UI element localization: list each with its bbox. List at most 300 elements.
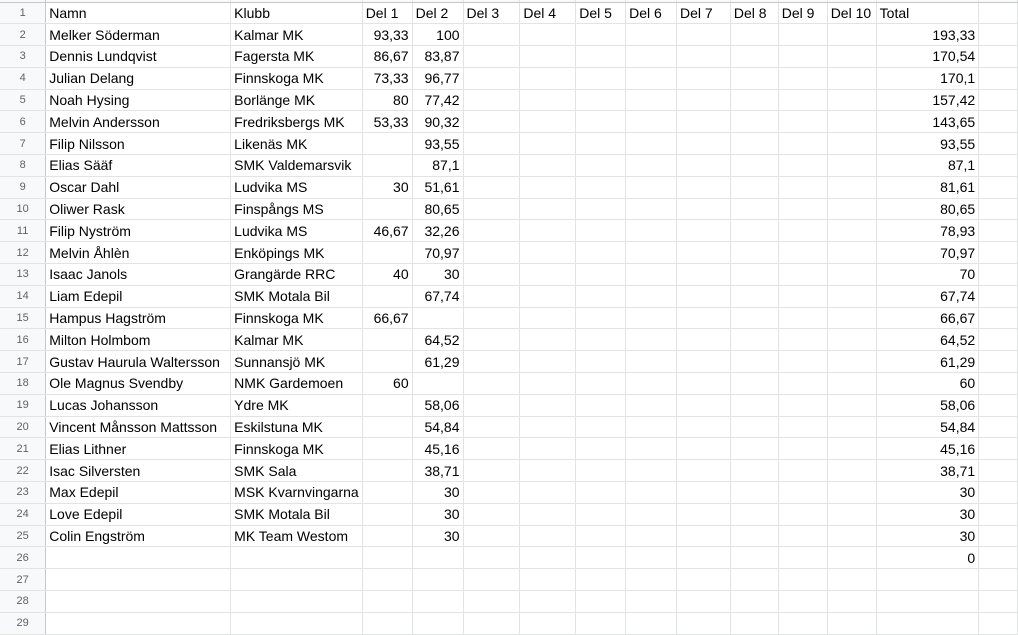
cell[interactable] (626, 67, 677, 89)
cell[interactable] (778, 264, 827, 286)
cell[interactable] (576, 482, 626, 504)
cell[interactable] (463, 264, 520, 286)
cell[interactable]: Ole Magnus Svendby (46, 373, 231, 395)
row-number[interactable]: 3 (0, 46, 46, 68)
cell[interactable]: Liam Edepil (46, 285, 231, 307)
cell[interactable] (520, 503, 576, 525)
cell[interactable] (778, 612, 827, 634)
cell[interactable] (730, 242, 778, 264)
cell[interactable] (412, 307, 463, 329)
cell[interactable] (730, 438, 778, 460)
cell[interactable] (677, 133, 731, 155)
cell[interactable]: 70,97 (412, 242, 463, 264)
cell[interactable]: Dennis Lundqvist (46, 46, 231, 68)
cell[interactable] (520, 111, 576, 133)
cell[interactable] (730, 307, 778, 329)
row-number[interactable]: 17 (0, 351, 46, 373)
cell[interactable] (463, 111, 520, 133)
cell[interactable] (626, 111, 677, 133)
cell[interactable] (677, 373, 731, 395)
cell[interactable] (463, 220, 520, 242)
cell[interactable] (827, 264, 876, 286)
cell[interactable]: Borlänge MK (231, 89, 363, 111)
cell[interactable]: Oscar Dahl (46, 176, 231, 198)
cell[interactable] (576, 591, 626, 613)
cell[interactable]: 170,54 (876, 46, 979, 68)
cell[interactable] (979, 89, 1018, 111)
cell[interactable]: Noah Hysing (46, 89, 231, 111)
cell[interactable] (46, 547, 231, 569)
cell[interactable] (827, 111, 876, 133)
cell[interactable] (520, 133, 576, 155)
cell[interactable] (46, 612, 231, 634)
cell[interactable] (576, 133, 626, 155)
cell[interactable] (730, 460, 778, 482)
cell[interactable]: 64,52 (876, 329, 979, 351)
cell[interactable] (520, 198, 576, 220)
header-cell[interactable]: Del 5 (576, 2, 626, 24)
cell[interactable]: 58,06 (876, 394, 979, 416)
cell[interactable] (362, 503, 412, 525)
cell[interactable] (463, 547, 520, 569)
cell[interactable] (827, 373, 876, 395)
cell[interactable]: 100 (412, 24, 463, 46)
cell[interactable] (626, 89, 677, 111)
cell[interactable]: 93,55 (876, 133, 979, 155)
cell[interactable]: SMK Valdemarsvik (231, 155, 363, 177)
cell[interactable] (778, 329, 827, 351)
cell[interactable] (626, 285, 677, 307)
cell[interactable] (778, 525, 827, 547)
cell[interactable] (520, 373, 576, 395)
header-cell[interactable]: Del 7 (677, 2, 731, 24)
cell[interactable] (677, 503, 731, 525)
cell[interactable] (827, 329, 876, 351)
cell[interactable] (520, 525, 576, 547)
cell[interactable]: 96,77 (412, 67, 463, 89)
cell[interactable] (979, 525, 1018, 547)
row-number[interactable]: 24 (0, 503, 46, 525)
cell[interactable] (827, 503, 876, 525)
row-number[interactable]: 4 (0, 67, 46, 89)
cell[interactable] (520, 155, 576, 177)
cell[interactable] (979, 155, 1018, 177)
cell[interactable] (412, 569, 463, 591)
cell[interactable]: Grangärde RRC (231, 264, 363, 286)
cell[interactable] (412, 591, 463, 613)
cell[interactable] (520, 394, 576, 416)
cell[interactable]: Ydre MK (231, 394, 363, 416)
cell[interactable] (626, 176, 677, 198)
cell[interactable] (730, 198, 778, 220)
cell[interactable] (576, 351, 626, 373)
cell[interactable] (362, 569, 412, 591)
cell[interactable] (778, 351, 827, 373)
header-cell[interactable]: Del 1 (362, 2, 412, 24)
cell[interactable]: 30 (412, 482, 463, 504)
header-cell[interactable]: Del 9 (778, 2, 827, 24)
header-cell[interactable]: Del 2 (412, 2, 463, 24)
cell[interactable] (778, 176, 827, 198)
cell[interactable] (626, 394, 677, 416)
cell[interactable]: Isaac Janols (46, 264, 231, 286)
cell[interactable] (730, 46, 778, 68)
cell[interactable]: 40 (362, 264, 412, 286)
cell[interactable] (362, 329, 412, 351)
cell[interactable] (677, 460, 731, 482)
cell[interactable] (677, 24, 731, 46)
cell[interactable] (576, 460, 626, 482)
row-number[interactable]: 12 (0, 242, 46, 264)
cell[interactable]: Sunnansjö MK (231, 351, 363, 373)
cell[interactable] (362, 133, 412, 155)
cell[interactable] (730, 24, 778, 46)
cell[interactable] (979, 591, 1018, 613)
cell[interactable] (827, 285, 876, 307)
cell[interactable]: Love Edepil (46, 503, 231, 525)
cell[interactable] (463, 24, 520, 46)
cell[interactable] (979, 569, 1018, 591)
cell[interactable] (979, 67, 1018, 89)
cell[interactable] (827, 351, 876, 373)
cell[interactable] (463, 482, 520, 504)
cell[interactable] (778, 460, 827, 482)
cell[interactable] (626, 46, 677, 68)
cell[interactable] (677, 438, 731, 460)
cell[interactable] (626, 503, 677, 525)
cell[interactable] (730, 612, 778, 634)
cell[interactable] (576, 220, 626, 242)
cell[interactable] (778, 416, 827, 438)
cell[interactable] (576, 111, 626, 133)
header-cell[interactable]: Del 4 (520, 2, 576, 24)
cell[interactable] (520, 460, 576, 482)
cell[interactable] (677, 525, 731, 547)
cell[interactable] (979, 307, 1018, 329)
cell[interactable] (876, 612, 979, 634)
cell[interactable] (730, 285, 778, 307)
cell[interactable] (576, 155, 626, 177)
cell[interactable] (626, 482, 677, 504)
cell[interactable] (412, 547, 463, 569)
row-number[interactable]: 6 (0, 111, 46, 133)
cell[interactable] (412, 373, 463, 395)
cell[interactable] (463, 133, 520, 155)
row-number[interactable]: 20 (0, 416, 46, 438)
cell[interactable] (979, 329, 1018, 351)
cell[interactable]: 83,87 (412, 46, 463, 68)
cell[interactable] (677, 155, 731, 177)
cell[interactable] (827, 155, 876, 177)
cell[interactable] (677, 612, 731, 634)
cell[interactable] (520, 416, 576, 438)
cell[interactable] (463, 176, 520, 198)
cell[interactable] (979, 285, 1018, 307)
cell[interactable] (778, 285, 827, 307)
cell[interactable]: Ludvika MS (231, 176, 363, 198)
cell[interactable] (677, 547, 731, 569)
cell[interactable] (463, 591, 520, 613)
row-number[interactable]: 14 (0, 285, 46, 307)
cell[interactable] (626, 133, 677, 155)
cell[interactable] (979, 2, 1018, 24)
cell[interactable]: SMK Sala (231, 460, 363, 482)
cell[interactable]: Colin Engström (46, 525, 231, 547)
cell[interactable] (677, 351, 731, 373)
cell[interactable] (827, 569, 876, 591)
cell[interactable] (463, 46, 520, 68)
cell[interactable]: 64,52 (412, 329, 463, 351)
cell[interactable] (778, 373, 827, 395)
cell[interactable]: Julian Delang (46, 67, 231, 89)
cell[interactable]: Elias Sääf (46, 155, 231, 177)
cell[interactable] (362, 242, 412, 264)
cell[interactable]: 78,93 (876, 220, 979, 242)
cell[interactable] (362, 416, 412, 438)
cell[interactable] (520, 176, 576, 198)
cell[interactable] (677, 89, 731, 111)
cell[interactable] (576, 394, 626, 416)
cell[interactable] (730, 373, 778, 395)
cell[interactable] (576, 264, 626, 286)
cell[interactable] (362, 460, 412, 482)
cell[interactable] (626, 547, 677, 569)
cell[interactable]: 30 (876, 503, 979, 525)
cell[interactable]: 53,33 (362, 111, 412, 133)
cell[interactable] (677, 111, 731, 133)
cell[interactable] (576, 285, 626, 307)
cell[interactable]: 30 (412, 525, 463, 547)
cell[interactable] (463, 525, 520, 547)
cell[interactable]: 60 (876, 373, 979, 395)
cell[interactable]: 32,26 (412, 220, 463, 242)
cell[interactable] (412, 612, 463, 634)
cell[interactable] (463, 416, 520, 438)
cell[interactable] (827, 176, 876, 198)
cell[interactable]: Eskilstuna MK (231, 416, 363, 438)
cell[interactable] (463, 155, 520, 177)
row-number[interactable]: 2 (0, 24, 46, 46)
cell[interactable] (626, 416, 677, 438)
cell[interactable] (677, 285, 731, 307)
cell[interactable]: 170,1 (876, 67, 979, 89)
cell[interactable] (520, 307, 576, 329)
cell[interactable] (827, 394, 876, 416)
cell[interactable] (520, 264, 576, 286)
cell[interactable] (576, 176, 626, 198)
cell[interactable] (778, 242, 827, 264)
cell[interactable] (576, 569, 626, 591)
cell[interactable]: 87,1 (876, 155, 979, 177)
row-number[interactable]: 1 (0, 2, 46, 24)
cell[interactable] (778, 220, 827, 242)
cell[interactable] (677, 307, 731, 329)
cell[interactable] (46, 591, 231, 613)
cell[interactable] (626, 612, 677, 634)
cell[interactable] (778, 547, 827, 569)
cell[interactable] (362, 438, 412, 460)
cell[interactable] (626, 242, 677, 264)
cell[interactable] (520, 24, 576, 46)
row-number[interactable]: 11 (0, 220, 46, 242)
cell[interactable] (520, 329, 576, 351)
cell[interactable]: 45,16 (876, 438, 979, 460)
cell[interactable] (463, 329, 520, 351)
cell[interactable] (626, 525, 677, 547)
cell[interactable]: Gustav Haurula Waltersson (46, 351, 231, 373)
cell[interactable] (979, 264, 1018, 286)
cell[interactable]: Milton Holmbom (46, 329, 231, 351)
row-number[interactable]: 13 (0, 264, 46, 286)
cell[interactable]: 51,61 (412, 176, 463, 198)
cell[interactable] (979, 438, 1018, 460)
cell[interactable] (463, 612, 520, 634)
cell[interactable] (677, 329, 731, 351)
cell[interactable] (520, 46, 576, 68)
row-number[interactable]: 25 (0, 525, 46, 547)
cell[interactable] (576, 373, 626, 395)
row-number[interactable]: 29 (0, 612, 46, 634)
cell[interactable] (362, 482, 412, 504)
cell[interactable] (778, 24, 827, 46)
cell[interactable] (827, 67, 876, 89)
cell[interactable] (520, 612, 576, 634)
cell[interactable] (827, 307, 876, 329)
cell[interactable] (730, 503, 778, 525)
cell[interactable] (827, 612, 876, 634)
cell[interactable] (520, 569, 576, 591)
cell[interactable] (576, 242, 626, 264)
cell[interactable] (979, 24, 1018, 46)
cell[interactable] (677, 416, 731, 438)
cell[interactable] (730, 482, 778, 504)
cell[interactable]: 58,06 (412, 394, 463, 416)
cell[interactable] (231, 569, 363, 591)
cell[interactable] (520, 67, 576, 89)
cell[interactable] (362, 525, 412, 547)
row-number[interactable]: 15 (0, 307, 46, 329)
cell[interactable] (778, 503, 827, 525)
cell[interactable] (730, 416, 778, 438)
cell[interactable] (827, 198, 876, 220)
cell[interactable] (730, 351, 778, 373)
cell[interactable] (463, 242, 520, 264)
cell[interactable] (730, 155, 778, 177)
cell[interactable]: 143,65 (876, 111, 979, 133)
cell[interactable] (730, 176, 778, 198)
cell[interactable]: 80 (362, 89, 412, 111)
cell[interactable]: 30 (412, 503, 463, 525)
cell[interactable] (463, 307, 520, 329)
cell[interactable] (626, 591, 677, 613)
cell[interactable] (730, 569, 778, 591)
cell[interactable] (626, 198, 677, 220)
row-number[interactable]: 9 (0, 176, 46, 198)
cell[interactable] (876, 591, 979, 613)
header-cell[interactable]: Namn (46, 2, 231, 24)
header-cell[interactable]: Del 8 (730, 2, 778, 24)
cell[interactable] (677, 198, 731, 220)
cell[interactable] (362, 198, 412, 220)
cell[interactable]: 77,42 (412, 89, 463, 111)
cell[interactable] (827, 133, 876, 155)
cell[interactable]: MK Team Westom (231, 525, 363, 547)
cell[interactable] (778, 89, 827, 111)
cell[interactable] (520, 591, 576, 613)
cell[interactable] (827, 24, 876, 46)
cell[interactable] (520, 547, 576, 569)
cell[interactable] (979, 547, 1018, 569)
cell[interactable] (576, 612, 626, 634)
cell[interactable] (576, 329, 626, 351)
cell[interactable] (778, 155, 827, 177)
cell[interactable] (979, 612, 1018, 634)
cell[interactable] (626, 373, 677, 395)
cell[interactable]: Hampus Hagström (46, 307, 231, 329)
header-cell[interactable]: Del 10 (827, 2, 876, 24)
cell[interactable]: 193,33 (876, 24, 979, 46)
cell[interactable] (979, 351, 1018, 373)
cell[interactable]: Melker Söderman (46, 24, 231, 46)
cell[interactable] (576, 547, 626, 569)
cell[interactable] (827, 547, 876, 569)
cell[interactable] (677, 264, 731, 286)
cell[interactable] (730, 220, 778, 242)
cell[interactable] (463, 373, 520, 395)
cell[interactable] (626, 307, 677, 329)
cell[interactable] (778, 198, 827, 220)
cell[interactable] (827, 46, 876, 68)
cell[interactable] (626, 220, 677, 242)
cell[interactable]: 87,1 (412, 155, 463, 177)
cell[interactable]: Fagersta MK (231, 46, 363, 68)
cell[interactable]: 45,16 (412, 438, 463, 460)
cell[interactable] (520, 351, 576, 373)
cell[interactable] (730, 547, 778, 569)
cell[interactable]: Likenäs MK (231, 133, 363, 155)
header-cell[interactable]: Del 3 (463, 2, 520, 24)
cell[interactable]: 38,71 (412, 460, 463, 482)
cell[interactable]: 67,74 (876, 285, 979, 307)
cell[interactable] (778, 133, 827, 155)
row-number[interactable]: 5 (0, 89, 46, 111)
cell[interactable] (463, 569, 520, 591)
cell[interactable] (730, 525, 778, 547)
cell[interactable] (362, 394, 412, 416)
cell[interactable]: 90,32 (412, 111, 463, 133)
cell[interactable] (463, 198, 520, 220)
cell[interactable]: 30 (876, 525, 979, 547)
cell[interactable]: Oliwer Rask (46, 198, 231, 220)
cell[interactable] (778, 307, 827, 329)
cell[interactable]: 80,65 (412, 198, 463, 220)
cell[interactable] (626, 155, 677, 177)
cell[interactable] (46, 569, 231, 591)
cell[interactable] (576, 198, 626, 220)
cell[interactable]: Fredriksbergs MK (231, 111, 363, 133)
cell[interactable]: Finspångs MS (231, 198, 363, 220)
cell[interactable]: 73,33 (362, 67, 412, 89)
cell[interactable]: NMK Gardemoen (231, 373, 363, 395)
cell[interactable] (231, 591, 363, 613)
cell[interactable] (576, 307, 626, 329)
cell[interactable]: 66,67 (876, 307, 979, 329)
cell[interactable] (362, 155, 412, 177)
cell[interactable]: MSK Kvarnvingarna (231, 482, 363, 504)
cell[interactable] (778, 591, 827, 613)
cell[interactable] (827, 482, 876, 504)
cell[interactable]: Elias Lithner (46, 438, 231, 460)
